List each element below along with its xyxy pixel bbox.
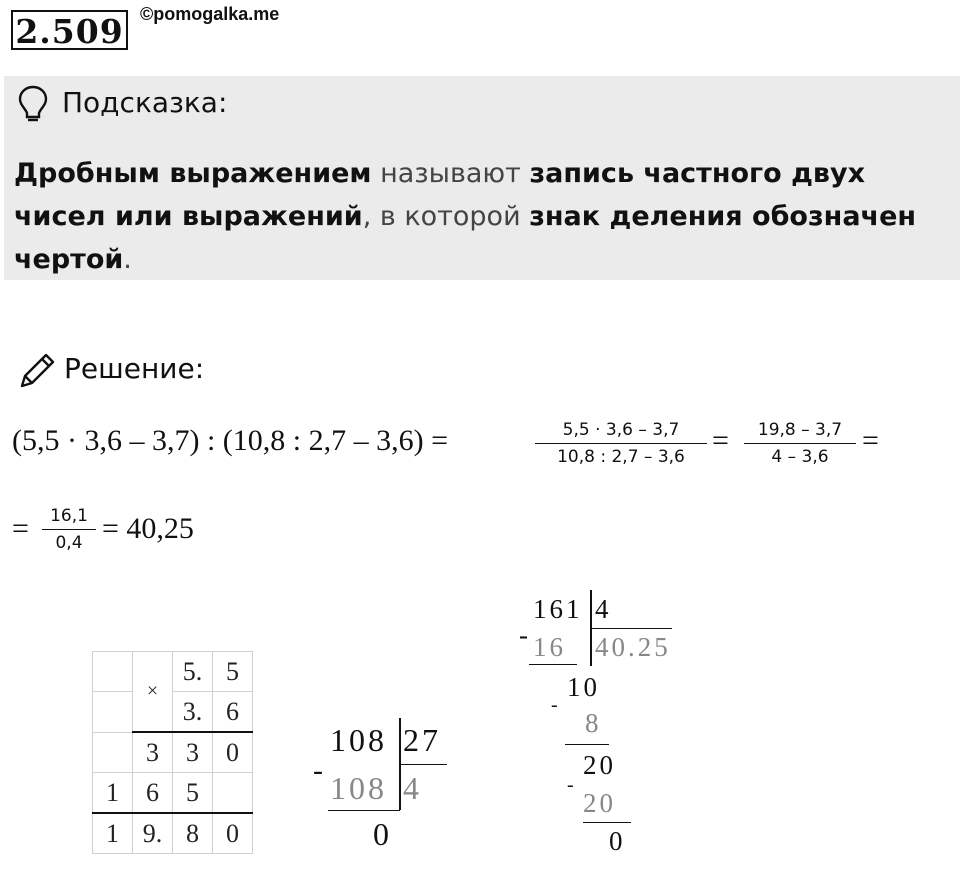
subtrahend: 108	[330, 770, 387, 806]
remainder: 10	[567, 672, 600, 702]
grid-cell: 3	[173, 732, 213, 773]
equals-sign: =	[862, 424, 879, 457]
result: = 40,25	[102, 512, 194, 545]
expression-line1: (5,5 · 3,6 – 3,7) : (10,8 : 2,7 – 3,6) =	[12, 424, 449, 457]
divisor: 27	[403, 722, 441, 758]
equals-sign: =	[712, 424, 729, 457]
hint-text	[14, 152, 954, 281]
hint-part: запись частного двух чисел или выражений	[14, 158, 865, 232]
step-subtrahend: 8	[585, 708, 599, 738]
grid-cell: 3.	[173, 692, 213, 733]
step-subtrahend: 20	[583, 788, 616, 818]
step-subtrahend: 16	[533, 632, 566, 662]
fraction-3-numerator: 16,1	[50, 506, 88, 526]
task-number: 2.509	[11, 10, 128, 50]
fraction-2-numerator: 19,8 – 3,7	[757, 420, 843, 440]
quotient: 4	[403, 770, 419, 806]
remainder: 20	[583, 750, 616, 780]
grid-cell	[93, 692, 133, 733]
fraction-1	[535, 420, 707, 467]
equals-sign: =	[12, 512, 29, 545]
dividend: 108	[330, 722, 387, 758]
solution-title: Решение:	[64, 352, 205, 385]
minus-sign: -	[519, 620, 528, 650]
hint-title: Подсказка:	[62, 86, 228, 119]
hint-part: Дробным выражением	[14, 158, 372, 189]
minus-sign: -	[551, 694, 558, 716]
grid-cell: 1	[93, 773, 133, 814]
grid-cell: 9.	[133, 813, 173, 854]
grid-cell	[213, 773, 253, 814]
grid-cell: 8	[173, 813, 213, 854]
grid-cell: ×	[133, 652, 173, 733]
grid-cell: 1	[93, 813, 133, 854]
fraction-3	[42, 506, 96, 553]
grid-cell	[93, 732, 133, 773]
hint-part: , в которой	[362, 201, 530, 232]
final-remainder: 0	[609, 826, 623, 856]
hint-part: знак деления обозначен чертой	[14, 201, 917, 275]
grid-cell: 5	[213, 652, 253, 692]
grid-cell: 3	[133, 732, 173, 773]
grid-cell: 0	[213, 732, 253, 773]
grid-cell: 5	[173, 773, 213, 814]
divisor: 4	[595, 594, 609, 624]
quotient: 40.25	[595, 632, 671, 662]
long-division-161	[515, 590, 715, 860]
long-division-108	[310, 718, 460, 858]
grid-cell: 0	[213, 813, 253, 854]
grid-cell: 5.	[173, 652, 213, 692]
fraction-1-numerator: 5,5 · 3,6 – 3,7	[562, 420, 680, 440]
grid-cell: 6	[133, 773, 173, 814]
remainder: 0	[373, 816, 389, 852]
lightbulb-icon	[16, 84, 50, 124]
multiplication-grid	[92, 651, 253, 854]
fraction-2-denominator: 4 – 3,6	[771, 447, 829, 467]
fraction-1-denominator: 10,8 : 2,7 – 3,6	[557, 447, 685, 467]
minus-sign: -	[567, 774, 574, 796]
minus-sign: -	[313, 754, 323, 787]
fraction-2	[744, 420, 856, 467]
grid-cell: 6	[213, 692, 253, 733]
hint-part: называют	[371, 158, 530, 189]
grid-cell	[93, 652, 133, 692]
dividend: 161	[533, 594, 583, 624]
fraction-3-denominator: 0,4	[55, 533, 83, 553]
watermark: ©pomogalka.me	[140, 4, 280, 24]
pencil-icon	[16, 350, 58, 392]
hint-part: .	[123, 244, 132, 275]
